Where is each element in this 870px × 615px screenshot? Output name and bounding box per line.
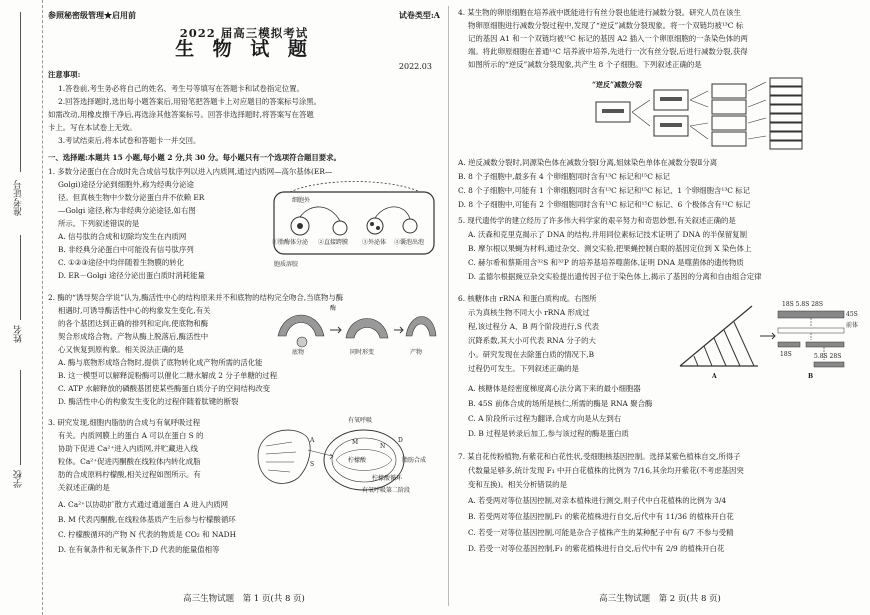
option-line: B. 这一模型可以解释淀粉酶可以催化二糖水解成 2 分子单糖的过程 [58,371,278,380]
question-line: 的各个基团达到正确的排列和定向,使底物和酶 [58,319,209,328]
question-line: 肪的合成原料柠檬酸,相关过程如图所示。有 [58,470,201,479]
fig2-induced: 同时形变 [350,349,375,356]
question-line: 6. 核糖体由 rRNA 和蛋白质构成。右图所 [458,294,597,303]
question-line: 小。研究发现在去除蛋白质的情况下,B [468,350,595,359]
fig6-stage-a: A [712,373,717,380]
option-line: D. ER－Golgi 途径分泌出蛋白质时消耗能量 [58,271,205,280]
question-line: Golgi)途径分泌到细胞外,称为经典分泌途 [58,180,194,189]
option-line: A. 逆反减数分裂时,同源染色体在减数分裂Ⅰ分离,姐妹染色单体在减数分裂Ⅱ分离 [458,158,718,167]
option-line: C. A 阶段所示过程为翻译,合成方向是从左到右 [468,414,622,423]
secretion-pathway-figure [270,178,440,273]
section-heading: 一、选择题:本题共 15 小题,每小题 2 分,共 30 分。每小题只有一个选项符合题目要求。 [48,153,341,162]
page-divider [448,6,449,606]
option-line: D. 孟德尔根据豌豆杂交实验提出遗传因子位于染色体上,揭示了基因的分离和自由组合定律 [468,272,762,281]
page-2 [458,0,862,615]
fig3-fat-synthesis: 脂肪合成 [402,457,427,464]
question-line: 如图所示的“逆反”减数分裂现象,共产生 8 个子细胞。下列叙述正确的是 [468,60,702,69]
question-line: 粒体。Ca²⁺促进丙酮酸在线粒体内转化成脂 [58,457,201,466]
notice-line: 3.考试结束后,将本试卷和答题卡一并交回。 [58,136,201,145]
fig6-precursor: 45S前体 [846,311,859,329]
page-1 [48,0,440,615]
question-line: 5. 现代遗传学的建立经历了许多伟大科学家的艰辛努力和奇思妙想,有关叙述正确的是 [458,216,736,225]
option-line: A. Ca²⁺以协助扩散方式通过通道蛋白 A 进入内质网 [58,500,229,509]
option-line: C. 赫尔希和蔡斯用含³²S 和³²P 的培养基培养噬菌体,证明 DNA 是噬菌体的遗传物质 [468,258,744,267]
question-line: 示为真核生物不同大小 rRNA 形成过 [468,308,590,317]
option-line: D. 8 个子细胞中,可能有 2 个卵细胞同时含有¹³C 标记和¹⁵C 标记、6 个极体含有¹²C 标记 [458,200,751,209]
fig6-stage-b: B [808,373,814,380]
fig6-58s-28s: 5.8S 28S [814,353,842,360]
question-line: 7. 某自花传粉植物,有紫花和白花性状,受细胞核基因控制。选择某紫色植株自交,所得子 [458,452,741,461]
name-label: 姓名 [14,325,24,343]
exam-no-label: 准考证号 [14,180,24,216]
question-line: 契合形成络合物。产物从酶上脱落后,酶活性中 [58,332,209,341]
question-line: —Golgi 途径,称为非经典分泌途径,如右图 [58,206,196,215]
page-1-footer: 高三生物试题 第 1 页(共 8 页) [183,594,305,604]
reverse-meiosis-figure [588,76,808,152]
name-line [20,235,21,320]
fig3-stage: 有氧呼吸第二阶段 [362,487,411,494]
option-line: D. 酶活性中心的构象发生变化的过程伴随着肽键的断裂 [58,397,239,406]
question-line: 记的基因 A1 和一个双链均被¹⁵C 标记的基因 A2 插入一个卵原细胞的一条染色体的两 [468,34,748,43]
fig2-substrate: 底物 [292,349,305,356]
fig1-path-1: ①脂酶体分泌 [272,239,309,246]
fig1-path-2: ②直接跨膜 [318,239,349,246]
fig3-n: N [380,443,386,450]
secret-level: 参照秘密级管理★启用前 [48,10,136,20]
option-line: A. 沃森和克里克揭示了 DNA 的结构,并用同位素标记技术证明了 DNA 的半保留复制 [468,230,747,239]
exam-title: 2022 届高三模拟考试 [179,26,309,40]
question-line: 端。将此卵原细胞在普通¹²C 培养液中培养,先进行一次有丝分裂,后进行减数分裂,获得 [468,47,748,56]
subject-title: 生 物 试 题 [175,38,313,60]
option-line: C. ATP 水解释放的磷酸基团使某些酶蛋白质分子的空间结构改变 [58,384,271,393]
question-line: 2. 酶的“诱导契合学说”认为,酶活性中心的结构原来并不和底物的结构完全吻合,当底物与酶 [48,293,344,302]
page-2-footer: 高三生物试题 第 2 页(共 8 页) [599,594,721,604]
fig3-protein-a: A [310,437,315,444]
fig2-enzyme: 酶 [330,305,337,312]
option-line: B. 摩尔根以果蝇为材料,通过杂交、测交实验,把果蝇控制白眼的基因定位到 X 染色体上 [468,244,752,253]
fig3-cycle: 柠檬酸循环 [372,475,403,482]
school-line [20,370,21,465]
option-line: D. B 过程是转录后加工,参与该过程的酶是蛋白质 [468,429,629,438]
question-line: 程,该过程分 A、B 两个阶段进行,S 代表 [468,322,600,331]
mitochondria-figure [252,416,438,498]
question-line: 所示。下列叙述错误的是 [58,219,140,228]
fig3-protein-s: S [310,461,315,468]
fig1-path-4: ④囊泡出泡 [394,239,425,246]
fig1-cytoplasm: 胞质溶胶 [274,261,299,268]
question-line: 1. 多数分泌蛋白在合成时先合成信号肽序列以进入内质网,通过内质网—高尔基体(ER— [48,167,333,176]
notice-line: 2.回答选择题时,选出每小题答案后,用铅笔把答题卡上对应题目的答案标号涂黑。 [58,97,322,106]
option-line: B. 45S 前体合成的场所是核仁,所需的酶是 RNA 聚合酶 [468,399,653,408]
question-line: 3. 研究发现,细胞内脂肪的合成与有氧呼吸过程 [48,418,201,427]
question-line: 代数量足够多,统计发现 F₁ 中开白花植株的比例为 7/16,其余均开紫花(不考虑基因突 [468,466,744,475]
option-line: B. M 代表丙酮酸,在线粒体基质产生后参与柠檬酸循环 [58,515,236,524]
paper-type: 试卷类型:A [398,10,440,20]
fig3-m: M [352,439,359,446]
fig4-title: “逆反”减数分裂 [592,80,643,89]
fig6-18s: 18S [780,351,792,358]
exam-no-line [20,12,21,172]
question-line: 径。但真核生物中少数分泌蛋白并不依赖 ER [58,193,205,202]
option-line: C. 8 个子细胞中,可能有 1 个卵细胞同时含有¹³C 标记和¹⁵C 标记、1 个卵细胞含¹³C 标记 [458,186,751,195]
option-line: C. ①②③途径中均伴随着生物膜的转化 [58,258,185,267]
question-line: 物卵原细胞进行减数分裂过程中,发现了“逆反”减数分裂现象。将一个双链均被¹³C 标 [468,21,744,30]
fig3-d: D [398,437,403,444]
induced-fit-figure [274,302,438,356]
option-line: C. 若受一对等位基因控制,可能是杂合子植株产生的某种配子中有 6/7 不参与受精 [468,528,734,537]
option-line: C. 柠檬酸循环的产物 N 代表的物质是 CO₂ 和 NADH [58,530,237,539]
option-line: A. 酶与底物形成络合物时,提供了底物转化成产物所需的活化能 [58,358,263,367]
question-line: 有关。内质网膜上的蛋白 A 可以在蛋白 S 的 [58,431,204,440]
option-line: A. 核糖体是经密度梯度离心法分离下来的最小细胞器 [468,384,641,393]
fig3-citrate: 柠檬酸 [348,457,367,464]
question-line: 过程仍可发生。下列叙述正确的是 [468,364,579,373]
fig1-path-3: ③外泌体 [362,239,387,246]
fig1-outside-label: 细胞外 [292,197,311,204]
option-line: D. 在有氧条件和无氧条件下,D 代表的能量值相等 [58,545,220,554]
fig2-product: 产物 [410,349,423,356]
question-line: 变和互换)。相关分析错误的是 [468,480,567,489]
option-line: A. 信号肽的合成和切除均发生在内质网 [58,232,187,241]
question-line: 心又恢复到原构象。相关说法正确的是 [58,345,184,354]
rrna-processing-figure [674,296,862,382]
option-line: A. 若受两对等位基因控制,对亲本植株进行测交,则子代中白花植株的比例为 3/4 [468,496,727,505]
fig6-rrna-set: 18S 5.8S 28S [782,301,823,308]
exam-date: 2022.03 [398,62,432,71]
question-line: 4. 某生物的卵原细胞在培养液中既能进行有丝分裂也能进行减数分裂。研究人员在该生 [458,8,741,17]
question-line: 协助下促进 Ca²⁺进入内质网,并贮藏进入线 [58,444,198,453]
option-line: D. 若受一对等位基因控制,F₁ 的紫花植株进行自交,后代中有 2/9 的植株开白花 [468,544,725,553]
option-line: B. 非经典分泌蛋白中可能没有信号肽序列 [58,245,194,254]
fig3-aerobic: 有氧呼吸 [348,417,373,424]
option-line: B. 若受两对等位基因控制,F₁ 的紫花植株进行自交,后代中有 11/36 的植株开白花 [468,512,734,521]
school-label: 学校 [14,470,24,488]
option-line: B. 8 个子细胞中,最多有 4 个卵细胞同时含有¹³C 标记和¹⁵C 标记 [458,172,670,181]
binding-margin [0,0,43,615]
notice-line: 卡上。写在本试卷上无效。 [48,123,137,132]
notice-heading: 注意事项: [48,70,81,79]
question-line: 沉降系数,其大小可代表 RNA 分子的大 [468,336,596,345]
question-line: 关叙述正确的是 [58,483,110,492]
notice-line: 1.答卷前,考生务必将自己的姓名、考生号等填写在答题卡和试卷指定位置。 [58,84,304,93]
question-line: 相遇时,可诱导酶活性中心的构象发生变化,有关 [58,306,211,315]
notice-line: 如需改动,用橡皮擦干净后,再选涂其他答案标号。回答非选择题时,将答案写在答题 [48,110,314,119]
